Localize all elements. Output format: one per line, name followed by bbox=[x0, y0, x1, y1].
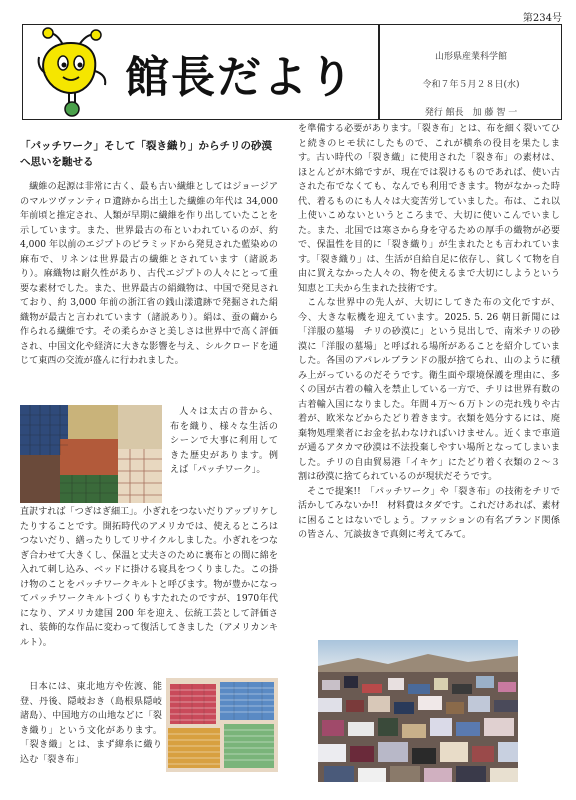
paragraph: こんな世界中の先人が、大切にしてきた布の文化ですが、今、大きな転機を迎えています。2025. 5. 26 朝日新聞には「洋服の墓場 チリの砂漠に」という見出しで、南米チリの砂漠に「洋服の墓場」と呼ばれる場所があることを紹介していました。各国のアパレルブランドの服が捨てられ、山のように積み上がっているのだそうです。衛生面や環境保護を理由に、多くの国が古着の輸入を禁止している一方で、チリは世界有数の古着輸入国になりました。年間４万〜６万トンの売れ残りや古着が、欧米などからたどり着きます。衣類を処分するには、廃棄物処理業者にお金を払わなければいけません。近くまで車道が通るアタカマ砂漠は不法投棄しやすい場所となってしまいました。チリの自由貿易港「イキケ」にたどり着く衣類の２〜３割は砂漠に捨てられているのが現状だそうです。 bbox=[298, 298, 560, 482]
paragraph: そこで提案!! 「パッチワーク」や「裂き布」の技術をチリで活かしてみないか!! 材料費はタダです。これだけあれば、素材に困ることはないでしょう。ファッションの有名ブランド関係の皆さん、冗談抜きで真剣に考えてみて。 bbox=[298, 486, 560, 540]
column-left bbox=[20, 180, 278, 369]
patchwork-quilt-photo bbox=[20, 405, 162, 503]
issue-date: 令和７年５月２８日(水) bbox=[422, 80, 520, 90]
issue-number: 第234号 bbox=[522, 13, 562, 24]
clothing-dump-desert-photo bbox=[318, 640, 518, 782]
paragraph: 日本には、東北地方や佐渡、能登、丹後、隠岐おき（島根県隠岐諸島）、中国地方の山地などに「裂き織り」という文化があります。「裂き織」とは、まず緯糸に織り込む「裂き布」 bbox=[20, 682, 162, 765]
saki-ori-fabric-photo bbox=[166, 678, 278, 772]
newsletter-title: 館長だより bbox=[125, 52, 355, 103]
organization-name: 山形県産業科学館 bbox=[434, 52, 507, 62]
paragraph: 繊維の起源は非常に古く、最も古い繊維としてはジョージアのマルツヴァンティロ遺跡から出土した繊維の年代は 34,000 年前頃と推定され、人類が早期に繊維を作り出していたことを示しています。また、世界最古の布といわれているのが、約 4,000 年以前のエジプトのピラミッドから発見された藍染めの麻布で、リネンは世界最古の繊維とされています（諸説あり）。麻織物は耐久性があり、古代エジプトの人々にとって重要な素材でした。また、世界最古の絹織物は、中国で発見されており、約 3,000 年前の浙江省の銭山漾遺跡で発掘された絹織物が最古と言われています（諸説あり）。絹は、蚕の繭から作られる繊維です。その柔らかさと美しさは世界中で高く評価され、中国文化や経済に大きな影響を与え、シルクロードを通じて東西の交流が盛んに行われました。 bbox=[20, 182, 278, 366]
publisher: 発行 館長 加 藤 智 一 bbox=[424, 108, 518, 118]
paragraph-wrap-2 bbox=[20, 680, 162, 767]
paragraph: 人々は太古の昔から、布を織り、様々な生活のシーンで大事に利用してきた歴史があります。例えば「パッチワーク」。 bbox=[170, 407, 278, 475]
paragraph-patchwork bbox=[20, 505, 278, 650]
column-right bbox=[298, 122, 560, 543]
mascot-logo bbox=[33, 27, 115, 119]
paragraph-wrap-1 bbox=[170, 405, 278, 478]
article-headline: 「パッチワーク」そして「裂き織り」からチリの砂漠へ思いを馳せる bbox=[20, 140, 272, 168]
masthead bbox=[22, 24, 562, 120]
masthead-divider bbox=[378, 25, 380, 119]
paragraph: 直訳すれば「つぎはぎ細工」。小ぎれをつないだりアップリケしたりすることです。開拓時代のアメリカでは、使えるところはつないだり、繕ったりしてリサイクルしました。小ぎれをつなぎ合わせて大きくし、保温と丈夫さのために裏布との間に綿を入れて刺し込み、ベッドに掛ける寝具をつくりました。この掛け物のことをパッチワークキルトと呼びます。物が豊かになってパッチワークキルトづくりもすたれたのですが、1970年代になり、アメリカ建国 200 年を迎え、伝統工芸として評価され、装飾的な作品に変わって復活してきました（アメリカンキルト）。 bbox=[20, 507, 278, 648]
paragraph: を準備する必要があります。「裂き布」とは、布を細く裂いてひと続きのヒモ状にしたもので、これが横糸の役目を果たします。古い時代の「裂き織」に使用された「裂き布」の素材は、ほとんどが木綿ですが、現在では裂けるものであれば、使い古された布でなくても、なんでも利用できます。物がなかった時代、着るものにも人々は大変苦労していました。布は、これ以上使いこめないというところまで、大切に使いこんでいました。また、北国では寒さから身を守るための厚手の織物が必要で、保温性を目的に「裂き織り」が生まれたとも言われています。「裂き織り」は、生活が自給自足に依存し、貧しくて物を自由に買えなかった人々の、物を使えるまで大切にしようという知恵と工夫から生まれた技術です。 bbox=[298, 124, 560, 294]
masthead-info bbox=[385, 43, 557, 127]
